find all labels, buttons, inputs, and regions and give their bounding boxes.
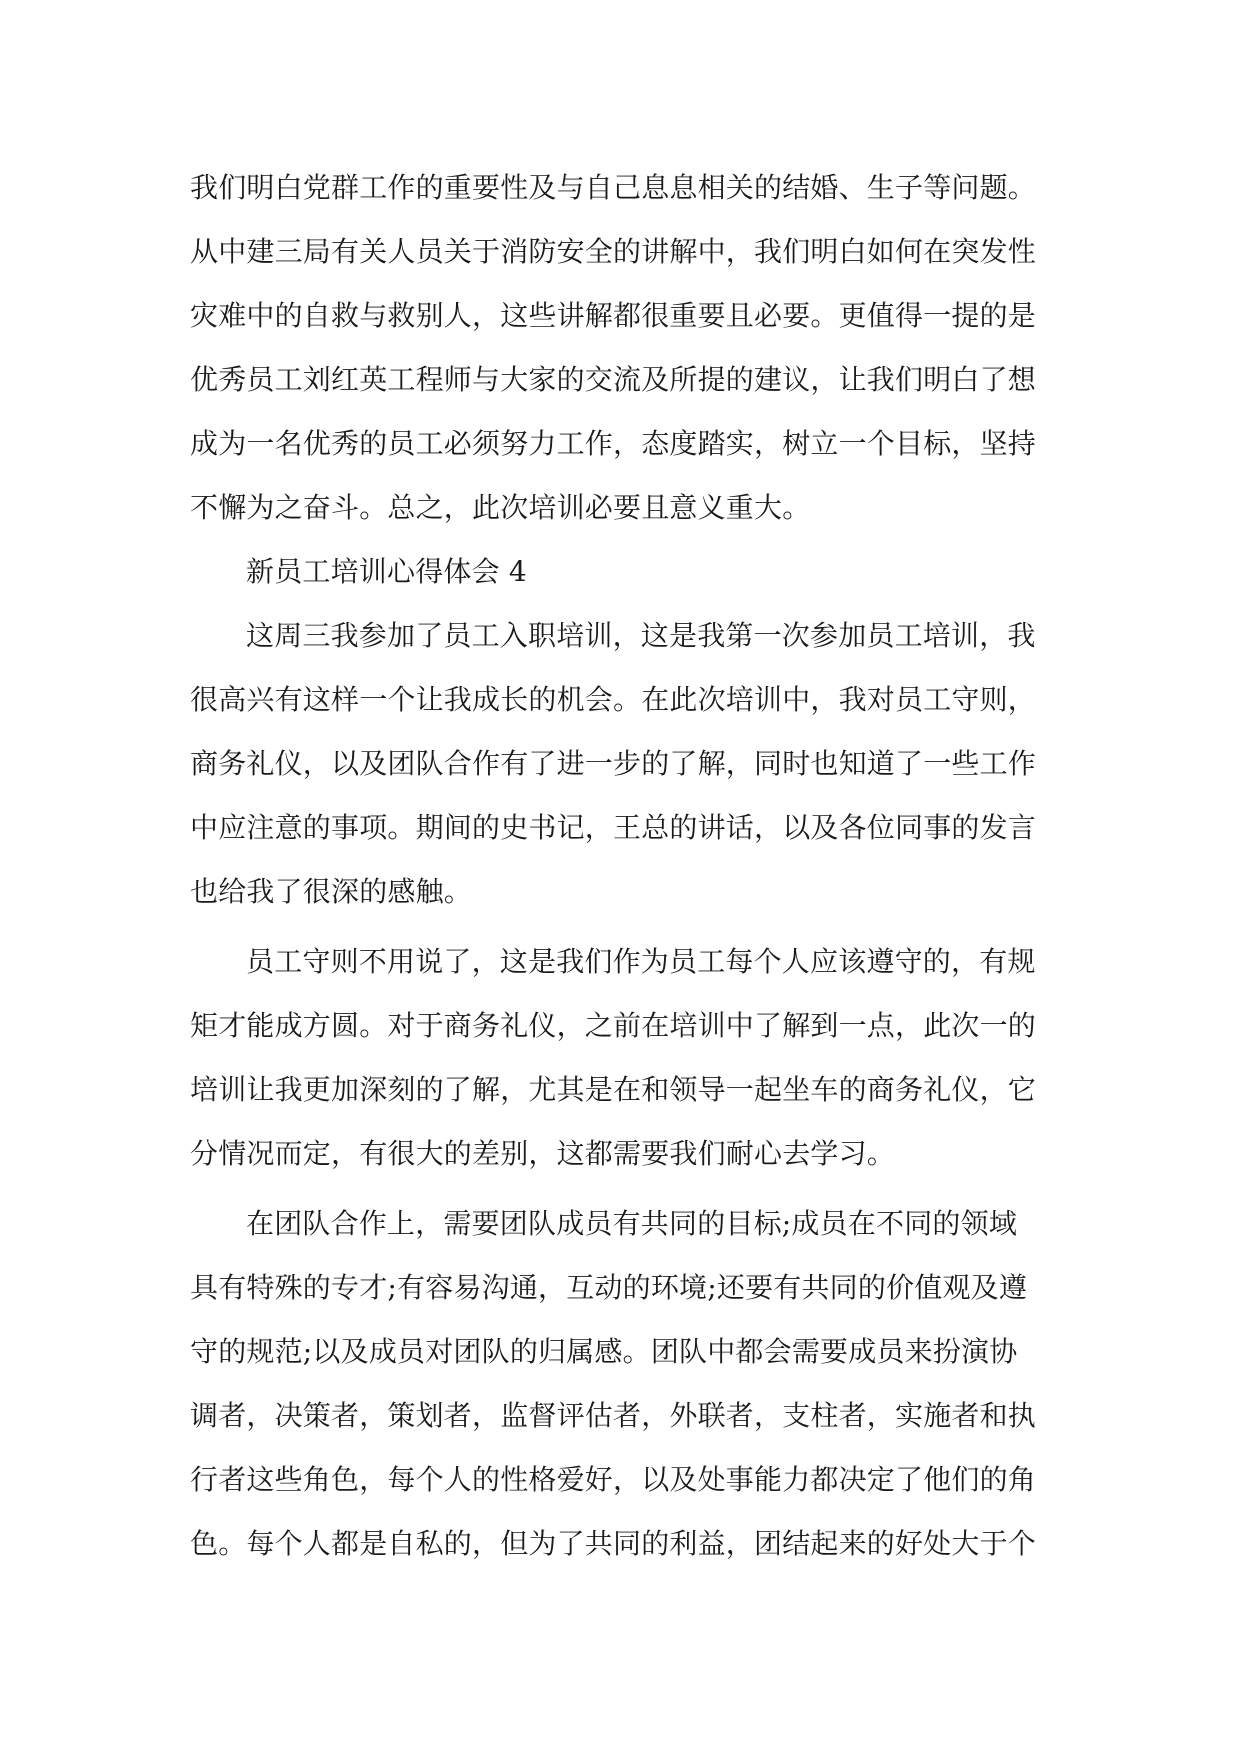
text-line: 色。每个人都是自私的，但为了共同的利益，团结起来的好处大于个: [190, 1527, 1037, 1560]
paragraph-first-line: 员工守则不用说了，这是我们作为员工每个人应该遵守的，有规: [246, 945, 1036, 978]
text-line: 调者，决策者，策划者，监督评估者，外联者，支柱者，实施者和执: [190, 1399, 1037, 1432]
text-line: 从中建三局有关人员关于消防安全的讲解中，我们明白如何在突发性: [190, 235, 1037, 268]
section-heading: 新员工培训心得体会 4: [246, 555, 527, 588]
text-line: 中应注意的事项。期间的史书记，王总的讲话，以及各位同事的发言: [190, 811, 1037, 844]
text-line: 分情况而定，有很大的差别，这都需要我们耐心去学习。: [190, 1137, 896, 1170]
text-line: 优秀员工刘红英工程师与大家的交流及所提的建议，让我们明白了想: [190, 363, 1037, 396]
text-line: 矩才能成方圆。对于商务礼仪，之前在培训中了解到一点，此次一的: [190, 1009, 1037, 1042]
text-line: 我们明白党群工作的重要性及与自己息息相关的结婚、生子等问题。: [190, 171, 1037, 204]
paragraph-first-line: 这周三我参加了员工入职培训，这是我第一次参加员工培训，我: [246, 619, 1036, 652]
text-line: 灾难中的自救与救别人，这些讲解都很重要且必要。更值得一提的是: [190, 299, 1037, 332]
text-line: 不懈为之奋斗。总之，此次培训必要且意义重大。: [190, 491, 811, 524]
text-line: 守的规范;以及成员对团队的归属感。团队中都会需要成员来扮演协: [190, 1335, 1018, 1368]
text-line: 商务礼仪，以及团队合作有了进一步的了解，同时也知道了一些工作: [190, 747, 1037, 780]
text-line: 很高兴有这样一个让我成长的机会。在此次培训中，我对员工守则，: [190, 683, 1037, 716]
text-line: 也给我了很深的感触。: [190, 875, 473, 908]
text-line: 行者这些角色，每个人的性格爱好，以及处事能力都决定了他们的角: [190, 1463, 1037, 1496]
paragraph-first-line: 在团队合作上，需要团队成员有共同的目标;成员在不同的领域: [246, 1207, 1018, 1240]
text-line: 培训让我更加深刻的了解，尤其是在和领导一起坐车的商务礼仪，它: [190, 1073, 1037, 1106]
text-line: 具有特殊的专才;有容易沟通，互动的环境;还要有共同的价值观及遵: [190, 1271, 1028, 1304]
text-line: 成为一名优秀的员工必须努力工作，态度踏实，树立一个目标，坚持: [190, 427, 1037, 460]
